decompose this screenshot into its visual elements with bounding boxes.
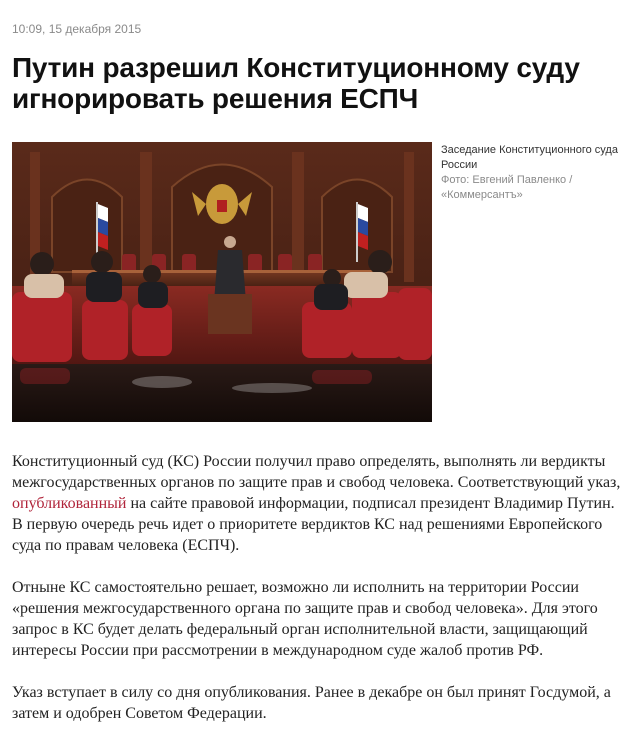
article-paragraph: Отныне КС самостоятельно решает, возможно ли исполнить на территории России «решения межгосударственного органа по защите прав и свобод человека». Для этого запрос в КС будет делать федеральный орган исполнительной власти, защищающий интересы России при рассмотрении в международном суде жалоб против РФ. [12,579,598,659]
article-title: Путин разрешил Конституционному суду игнорировать решения ЕСПЧ [12,52,580,114]
paragraph-text: Конституционный суд (КС) России получил право определять, выполнять ли вердикты межгосударственных органов по защите прав и свобод человека. Соответствующий указ, [12,453,621,491]
photo-caption-title: Заседание Конституционного суда России [441,144,618,171]
courtroom-photo-illustration [12,142,432,422]
photo-credit: Фото: Евгений Павленко / «Коммерсантъ» [441,174,573,201]
article-photo[interactable] [12,142,432,422]
article-body [12,451,627,745]
article-timestamp: 10:09, 15 декабря 2015 [12,22,142,36]
published-link[interactable]: опубликованный [12,495,127,512]
article-paragraph: Указ вступает в силу со дня опубликования. Ранее в декабре он был принят Госдумой, а затем и одобрен Советом Федерации. [12,684,611,722]
article-paragraph [12,451,627,556]
photo-caption [441,143,627,203]
paragraph-text: на сайте правовой информации, подписал президент Владимир Путин. В первую очередь речь идет о приоритете вердиктов КС над решениями Европейского суда по правам человека (ЕСПЧ). [12,495,615,554]
